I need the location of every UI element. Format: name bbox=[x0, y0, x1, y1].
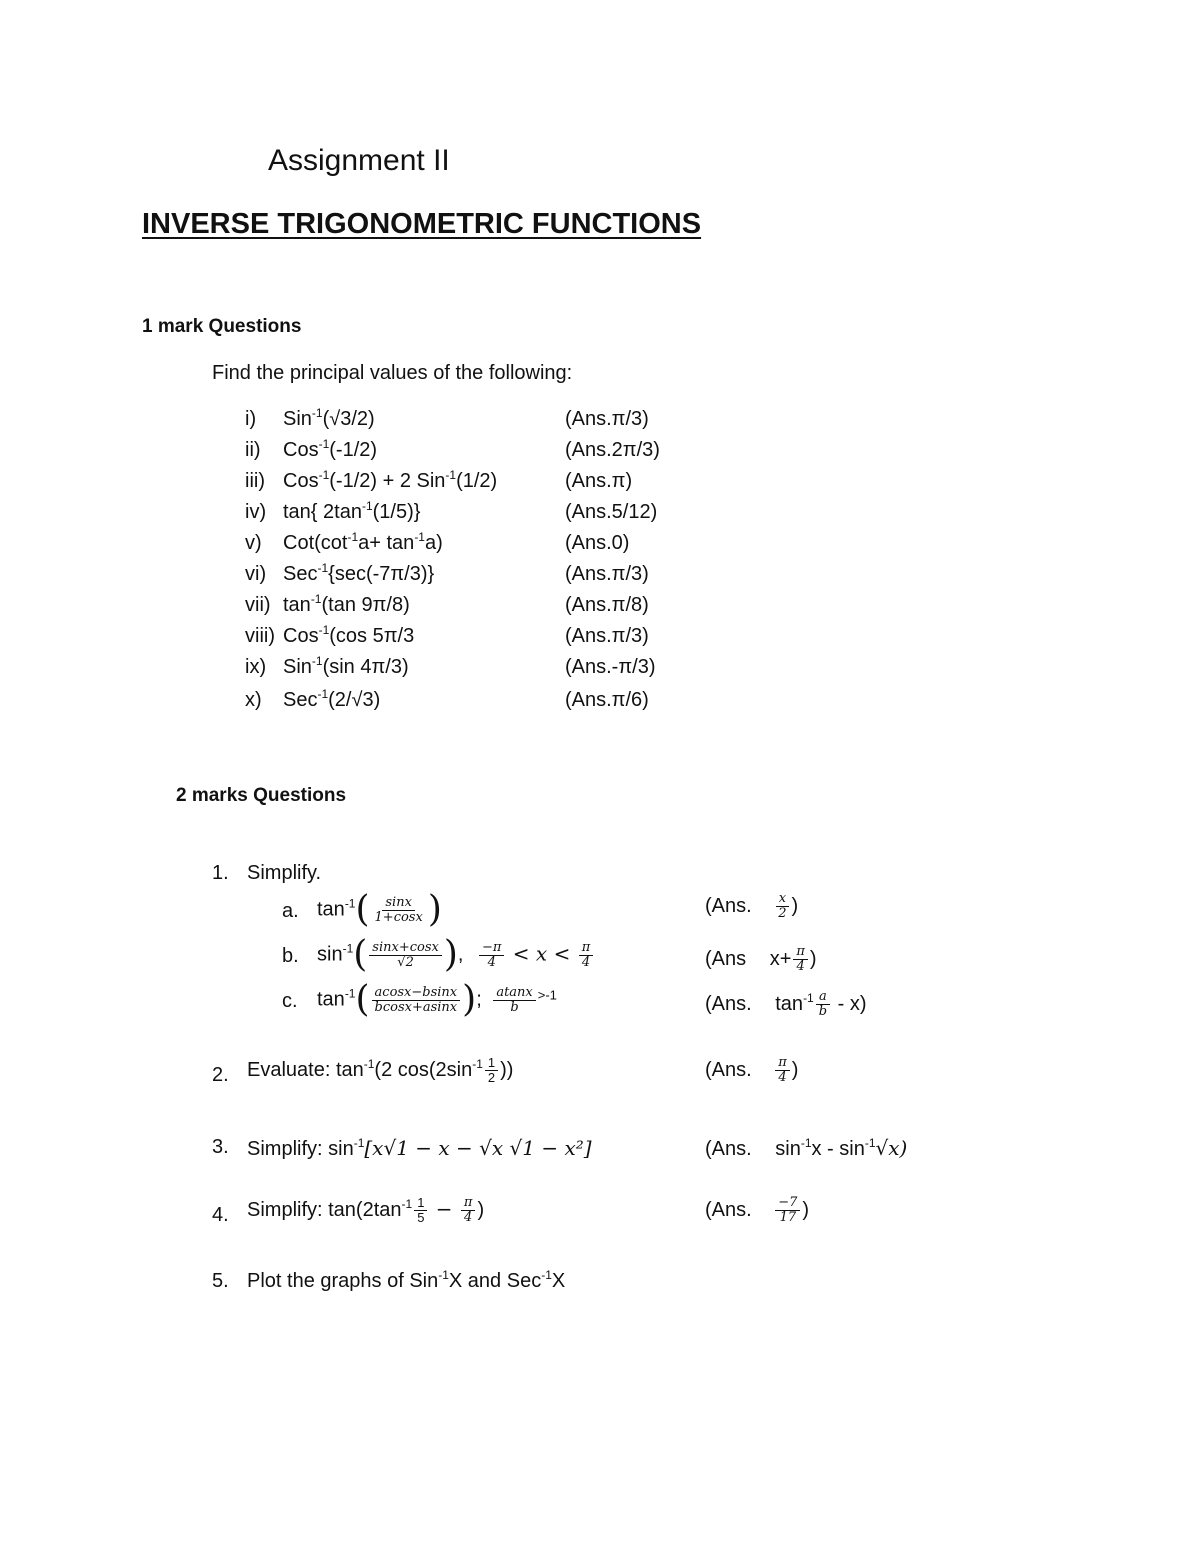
one-mark-heading: 1 mark Questions bbox=[142, 316, 302, 337]
sub-answer: (Ans x+ $\frac{\pi}{4}$ ) bbox=[705, 944, 817, 974]
item-answer: (Ans.-π/3) bbox=[565, 656, 656, 678]
item-answer: (Ans.π/8) bbox=[565, 594, 649, 616]
item-question: Cos$^{-1}$(-1/2) + 2 Sin$^{-1}$(1/2) bbox=[283, 468, 498, 492]
item-answer: (Ans.2π/3) bbox=[565, 439, 660, 461]
item-answer: (Ans.π/3) bbox=[565, 408, 649, 430]
item-answer: (Ans.0) bbox=[565, 532, 630, 554]
question-number: 4. bbox=[212, 1204, 229, 1226]
item-question: Sin$^{-1}$(sin 4π/3) bbox=[283, 654, 409, 678]
item-number: ix) bbox=[245, 656, 267, 678]
item-number: viii) bbox=[245, 625, 275, 647]
item-question: Sec$^{-1}${sec(-7π/3)} bbox=[283, 561, 435, 585]
item-answer: (Ans.π/3) bbox=[565, 625, 649, 647]
item-answer: (Ans.5/12) bbox=[565, 501, 658, 523]
item-question: Cos$^{-1}$(-1/2) bbox=[283, 437, 378, 461]
question-answer: (Ans. $\sin^{-1}x - \sin^{-1}√x$) bbox=[705, 1136, 908, 1160]
item-answer: (Ans.π) bbox=[565, 470, 633, 492]
sub-expression: $\tan^{-1}$( $\frac{acosx-bsinx}{bcosx+asinx}$ ); $\frac{atanx}{b}$ $^{>-1}$ bbox=[317, 979, 557, 1020]
item-question: Cos$^{-1}$(cos 5π/3 bbox=[283, 623, 415, 647]
item-number: iii) bbox=[245, 470, 265, 492]
item-number: vii) bbox=[245, 594, 271, 616]
question-number: 2. bbox=[212, 1064, 229, 1086]
question-expression: Simplify: $\tan(2\tan^{-1}$ $\frac{1}{5}$ − $\frac{\pi}{4}$ ) bbox=[247, 1195, 485, 1225]
topic-heading: INVERSE TRIGONOMETRIC FUNCTIONS bbox=[142, 208, 702, 240]
question-number: 5. bbox=[212, 1270, 229, 1292]
item-number: i) bbox=[245, 408, 257, 430]
item-number: x) bbox=[245, 689, 262, 711]
question-answer: (Ans. $\frac{-7}{17}$ ) bbox=[705, 1195, 810, 1225]
two-marks-heading: 2 marks Questions bbox=[176, 785, 347, 806]
question-expression: Evaluate: $\tan^{-1}(2$ $\cos(2\sin^{-1}$ $\frac{1}{2}$ )) bbox=[247, 1055, 514, 1085]
question-text: Simplify. bbox=[247, 862, 322, 884]
item-question: tan{ $2\tan^{-1}(1/5)$} bbox=[283, 499, 421, 523]
item-question: Sin$^{-1}$(√3/2) bbox=[283, 406, 375, 430]
item-question: $Cot(\cot^{-1}a+ \tan^{-1}a)$ bbox=[283, 530, 443, 554]
sub-answer: (Ans. $\tan^{-1}$ $\frac{a}{b}$ - x) bbox=[705, 989, 867, 1019]
item-number: iv) bbox=[245, 501, 267, 523]
question-number: 1. bbox=[212, 862, 229, 884]
item-number: ii) bbox=[245, 439, 261, 461]
sub-label: b. bbox=[282, 945, 299, 967]
sub-label: a. bbox=[282, 900, 299, 922]
one-mark-intro: Find the principal values of the following: bbox=[212, 362, 573, 384]
assignment-title: Assignment II bbox=[268, 144, 450, 177]
item-question: Sec$^{-1}$(2/√3) bbox=[283, 687, 381, 711]
sub-answer: (Ans. $\frac{x}{2}$ ) bbox=[705, 891, 799, 921]
item-question: $\tan^{-1}(\tan$ 9π/8) bbox=[283, 592, 410, 616]
sub-label: c. bbox=[282, 990, 298, 1012]
sub-expression: $\sin^{-1}$( $\frac{\sin x+\cos x}{√2}$ ), $\frac{-\pi}{4}$ < x < $\frac{\pi}{4}$ bbox=[317, 937, 595, 973]
question-expression: Plot the graphs of Sin$^{-1}$X and Sec$^{-1}$X bbox=[247, 1268, 566, 1292]
question-number: 3. bbox=[212, 1136, 229, 1158]
item-number: vi) bbox=[245, 563, 267, 585]
item-answer: (Ans.π/6) bbox=[565, 689, 649, 711]
question-answer: (Ans. $\frac{\pi}{4}$ ) bbox=[705, 1055, 799, 1085]
question-expression: Simplify: $\sin^{-1}[x√1 - x - √x$ √1 − x²] bbox=[247, 1136, 592, 1160]
item-answer: (Ans.π/3) bbox=[565, 563, 649, 585]
item-number: v) bbox=[245, 532, 262, 554]
sub-expression: $\tan^{-1}$( $\frac{\sin x}{1+\cos x}$ ) bbox=[317, 889, 442, 930]
